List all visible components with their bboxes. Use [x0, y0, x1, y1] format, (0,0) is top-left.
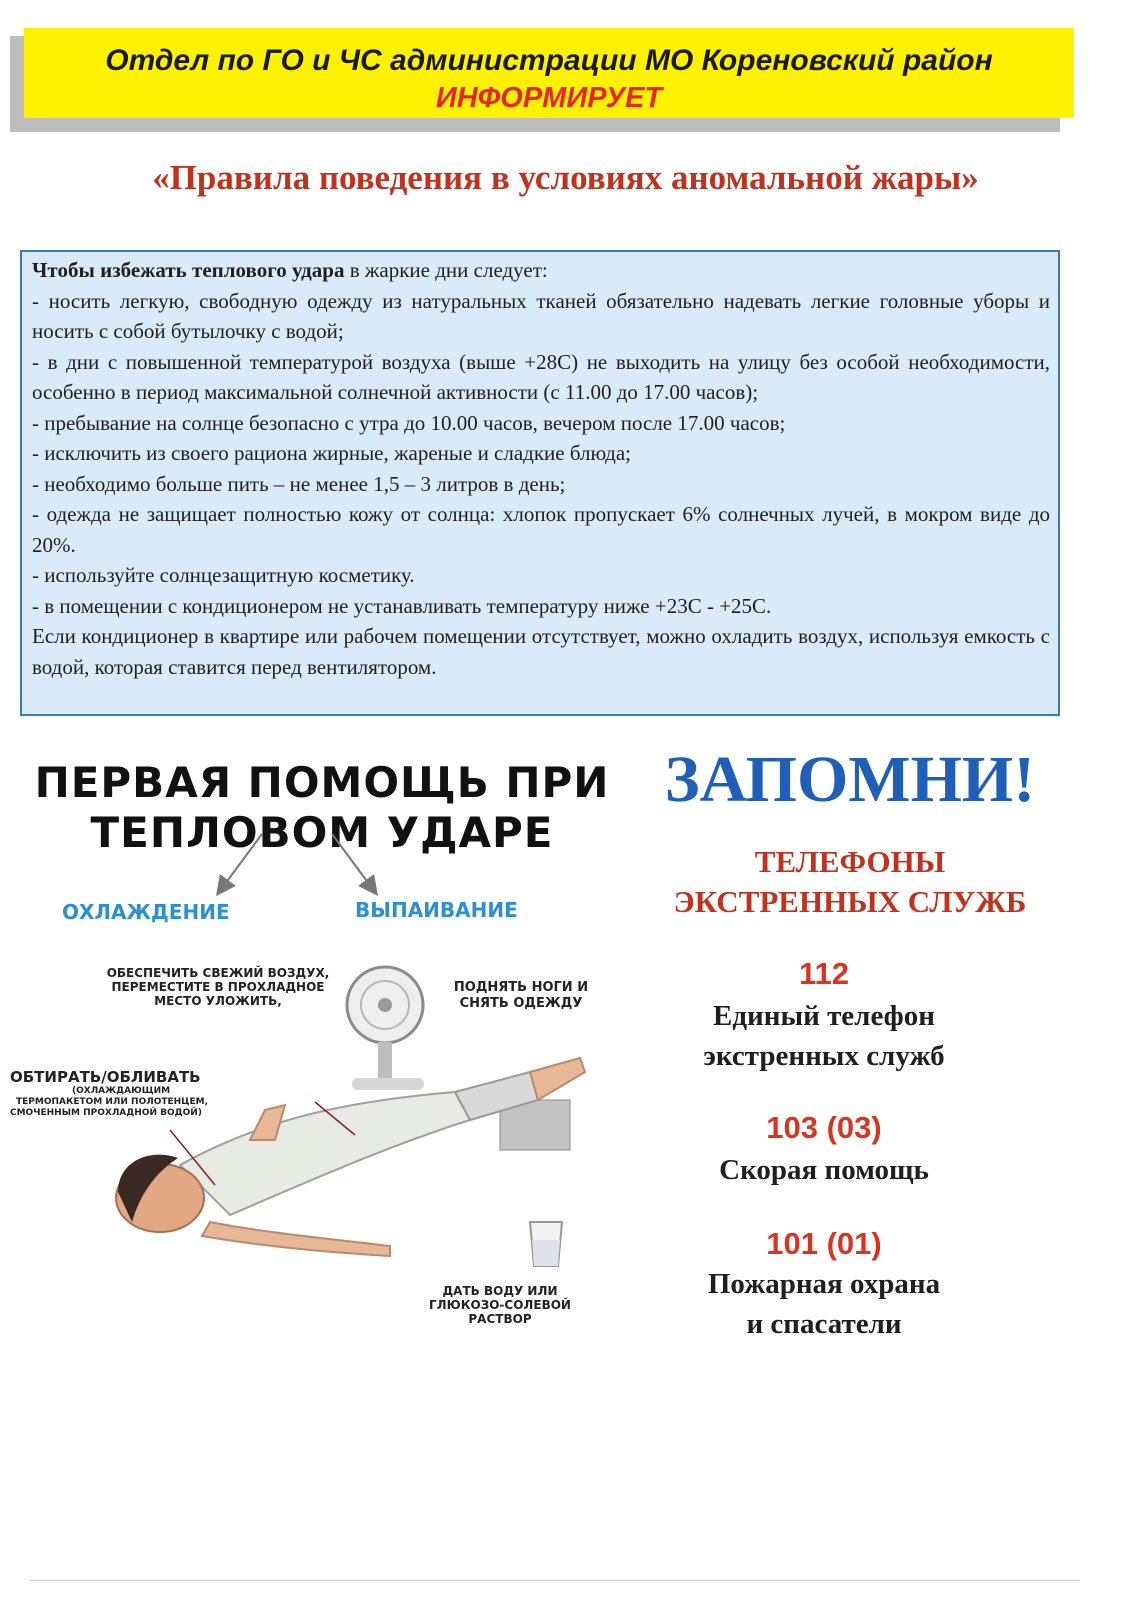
banner-department: Отдел по ГО и ЧС администрации МО Кореновский район — [105, 44, 993, 77]
info-item: - пребывание на солнце безопасно с утра до 10.00 часов, вечером после 17.00 часов; — [32, 410, 786, 435]
note-wipe-3: СМОЧЕННЫМ ПРОХЛАДНОЙ ВОДОЙ) — [10, 1108, 202, 1118]
phone-number-112: 112 — [798, 956, 849, 991]
note-give-water-1: ДАТЬ ВОДУ ИЛИ — [442, 1284, 558, 1298]
note-wipe-1: (ОХЛАЖДАЮЩИМ — [72, 1086, 171, 1096]
banner-informs: ИНФОРМИРУЕТ — [435, 82, 663, 114]
phones-title-line2: ЭКСТРЕННЫХ СЛУЖБ — [673, 884, 1027, 919]
note-give-water-2: ГЛЮКОЗО-СОЛЕВОЙ — [429, 1298, 571, 1312]
first-aid-title-line1: ПЕРВАЯ ПОМОЩЬ ПРИ — [34, 758, 610, 807]
fan-icon — [347, 967, 424, 1090]
phone-service-ambulance — [614, 1150, 1034, 1190]
note-raise-legs — [436, 980, 606, 1012]
info-item: Если кондиционер в квартире или рабочем помещении отсутствует, можно охладить воздух, используя емкость с водой, которая ставится перед вентилятором. — [32, 624, 1050, 679]
phones-title — [640, 842, 1060, 922]
note-give-water — [410, 1284, 590, 1326]
note-wipe-title: ОБТИРАТЬ/ОБЛИВАТЬ — [10, 1068, 201, 1086]
phone-service-line1: Скорая помощь — [719, 1154, 929, 1186]
info-item: - одежда не защищает полностью кожу от солнца: хлопок пропускает 6% солнечных лучей, в мокром виде до 20%. — [32, 502, 1050, 557]
phone-service-line1: Единый телефон — [713, 1000, 935, 1032]
phone-number-fire: 101 (01) — [766, 1226, 882, 1261]
glass-icon — [530, 1222, 562, 1266]
branch-hydration: ВЫПАИВАНИЕ — [355, 898, 518, 922]
phone-service-112 — [614, 996, 1034, 1076]
phone-service-line2: и спасатели — [746, 1308, 902, 1340]
note-raise-legs-1: ПОДНЯТЬ НОГИ И — [453, 980, 589, 995]
info-intro — [32, 255, 1050, 286]
info-item: - в дни с повышенной температурой воздуха (выше +28С) не выходить на улицу без особой необходимости, особенно в период максимальной солнечной активности (с 11.00 до 17.00 часов); — [32, 349, 1050, 404]
info-text — [32, 255, 1050, 682]
note-fresh-air — [88, 966, 348, 1008]
note-give-water-3: РАСТВОР — [468, 1312, 532, 1326]
note-raise-legs-2: СНЯТЬ ОДЕЖДУ — [459, 996, 583, 1011]
phone-service-fire — [614, 1264, 1034, 1344]
note-wipe-2: ТЕРМОПАКЕТОМ ИЛИ ПОЛОТЕНЦЕМ, — [16, 1097, 209, 1107]
info-item: - исключить из своего рациона жирные, жареные и сладкие блюда; — [32, 441, 631, 465]
arrow-left — [222, 834, 262, 888]
note-fresh-air-1: ОБЕСПЕЧИТЬ СВЕЖИЙ ВОЗДУХ, — [106, 966, 330, 980]
info-item: - используйте солнцезащитную косметику. — [32, 563, 415, 587]
info-intro-bold: Чтобы избежать теплового удара — [32, 258, 345, 282]
phones-title-line1: ТЕЛЕФОНЫ — [754, 844, 946, 879]
info-item: - носить легкую, свободную одежду из натуральных тканей обязательно надевать легкие головные уборы и носить с собой бутылочку с водой; — [32, 288, 1050, 343]
note-fresh-air-2: ПЕРЕМЕСТИТЕ В ПРОХЛАДНОЕ — [111, 980, 325, 994]
info-item: - необходимо больше пить – не менее 1,5 – 3 литров в день; — [32, 471, 566, 496]
phone-number-ambulance: 103 (03) — [766, 1110, 882, 1145]
note-fresh-air-3: МЕСТО УЛОЖИТЬ, — [154, 994, 282, 1008]
remember-heading: ЗАПОМНИ! — [664, 743, 1036, 816]
first-aid-title-line2: ТЕПЛОВОМ УДАРЕ — [90, 808, 554, 857]
info-item: - в помещении с кондиционером не устанавливать температуру ниже +23С - +25С. — [32, 593, 772, 618]
arrow-right — [332, 834, 372, 888]
note-wipe — [10, 1068, 260, 1119]
branch-cooling: ОХЛАЖДЕНИЕ — [62, 900, 230, 924]
phone-service-line1: Пожарная охрана — [707, 1268, 941, 1300]
phone-service-line2: экстренных служб — [703, 1040, 945, 1072]
info-intro-rest: в жаркие дни следует: — [344, 258, 548, 282]
page-bottom-rule — [30, 1580, 1080, 1581]
page-title: «Правила поведения в условиях аномальной жары» — [152, 158, 979, 197]
